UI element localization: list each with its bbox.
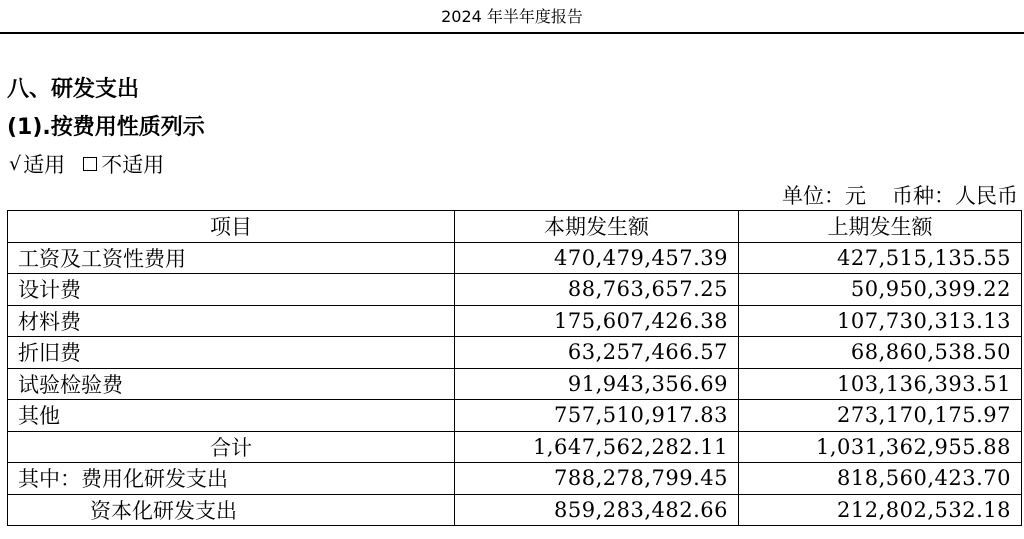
row-prior: 107,730,313.13 bbox=[739, 305, 1022, 337]
row-prior: 68,860,538.50 bbox=[739, 337, 1022, 369]
table-row bbox=[8, 305, 1022, 337]
row-current: 91,943,356.69 bbox=[455, 368, 739, 400]
row-current: 788,278,799.45 bbox=[455, 463, 739, 495]
table-row bbox=[8, 368, 1022, 400]
page-header: 2024 年半年度报告 bbox=[0, 0, 1024, 34]
row-item: 工资及工资性费用 bbox=[8, 242, 455, 274]
not-applicable-option[interactable] bbox=[83, 149, 164, 179]
row-item: 资本化研发支出 bbox=[8, 494, 455, 526]
row-prior: 427,515,135.55 bbox=[739, 242, 1022, 274]
row-current: 1,647,562,282.11 bbox=[455, 431, 739, 463]
row-item: 其他 bbox=[8, 400, 455, 432]
header-prior-period: 上期发生额 bbox=[739, 211, 1022, 243]
table-row bbox=[8, 463, 1022, 495]
table-total-row bbox=[8, 431, 1022, 463]
row-prior: 818,560,423.70 bbox=[739, 463, 1022, 495]
table-row bbox=[8, 400, 1022, 432]
applicable-label: 适用 bbox=[23, 153, 66, 177]
table-row bbox=[8, 337, 1022, 369]
unit-label: 单位：元 bbox=[782, 184, 866, 208]
empty-checkbox-icon bbox=[83, 157, 97, 171]
row-current: 63,257,466.57 bbox=[455, 337, 739, 369]
table-row bbox=[8, 494, 1022, 526]
row-item: 试验检验费 bbox=[8, 368, 455, 400]
row-prior: 103,136,393.51 bbox=[739, 368, 1022, 400]
row-prior: 50,950,399.22 bbox=[739, 274, 1022, 306]
row-prior: 273,170,175.97 bbox=[739, 400, 1022, 432]
header-item: 项目 bbox=[8, 211, 455, 243]
applicability-options bbox=[9, 149, 182, 179]
table-row bbox=[8, 242, 1022, 274]
row-item: 其中：费用化研发支出 bbox=[8, 463, 455, 495]
subsection-title: (1).按费用性质列示 bbox=[7, 115, 205, 140]
header-current-period: 本期发生额 bbox=[455, 211, 739, 243]
row-current: 757,510,917.83 bbox=[455, 400, 739, 432]
row-prior: 212,802,532.18 bbox=[739, 494, 1022, 526]
row-current: 859,283,482.66 bbox=[455, 494, 739, 526]
row-prior: 1,031,362,955.88 bbox=[739, 431, 1022, 463]
section-title: 八、研发支出 bbox=[7, 77, 140, 102]
checkmark-icon: √ bbox=[9, 153, 22, 175]
table-header-row bbox=[8, 211, 1022, 243]
currency-label: 币种：人民币 bbox=[892, 184, 1018, 208]
row-current: 470,479,457.39 bbox=[455, 242, 739, 274]
rd-expenditure-table bbox=[7, 210, 1022, 526]
unit-currency-line bbox=[780, 180, 1018, 210]
table-row bbox=[8, 274, 1022, 306]
row-item: 合计 bbox=[8, 431, 455, 463]
applicable-option[interactable] bbox=[9, 149, 65, 179]
row-item: 折旧费 bbox=[8, 337, 455, 369]
row-current: 175,607,426.38 bbox=[455, 305, 739, 337]
not-applicable-label: 不适用 bbox=[101, 153, 165, 177]
row-item: 设计费 bbox=[8, 274, 455, 306]
row-item: 材料费 bbox=[8, 305, 455, 337]
row-current: 88,763,657.25 bbox=[455, 274, 739, 306]
